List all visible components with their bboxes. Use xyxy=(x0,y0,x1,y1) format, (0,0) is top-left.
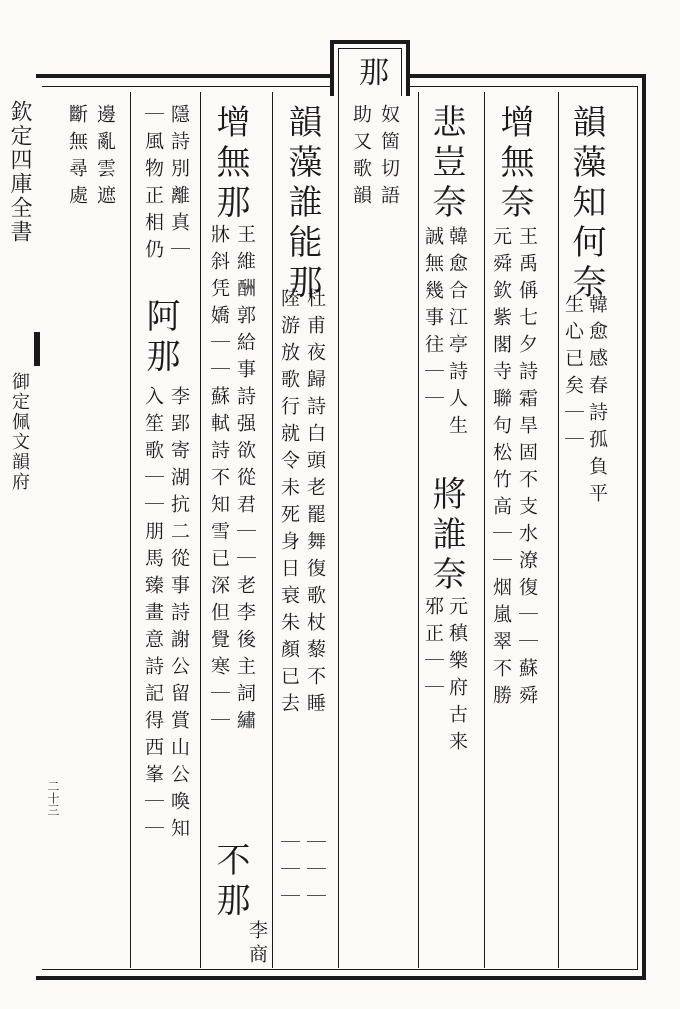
entry-term: 增無奈 xyxy=(494,104,534,224)
entry-note: ｜風物正相仍 xyxy=(142,104,164,266)
rhyme-head-character: 那 xyxy=(353,56,388,89)
entry-note: 入笙歌｜｜朋馬臻畫意詩記得西峯｜｜ xyxy=(142,386,164,845)
page-border-inner xyxy=(42,86,638,970)
column-divider xyxy=(272,92,273,968)
entry-term: 韻藻知何奈 xyxy=(566,104,606,304)
entry-note: 杜甫夜歸詩白頭老罷舞復歌杖藜不睡 xyxy=(304,288,326,720)
column-divider xyxy=(484,92,485,968)
entry-note: 邊亂雲遮 xyxy=(94,104,116,212)
entry-note: 誠無幾事往｜｜ xyxy=(422,226,444,415)
rhyme-gloss: 奴箇切語 xyxy=(378,104,400,212)
entry-term: 悲豈奈 xyxy=(426,104,466,224)
column-divider xyxy=(418,92,419,968)
entry-note: 隱詩別離真｜ xyxy=(168,104,190,266)
entry-note: 李 xyxy=(246,920,268,947)
entry-note: 李郢寄湖抗二從事詩謝公留賞山公喚知 xyxy=(168,386,190,845)
entry-term: 將誰奈 xyxy=(426,476,466,596)
entry-term: 不那 xyxy=(210,842,250,922)
entry-term: 阿那 xyxy=(140,298,180,378)
entry-term: 增無那 xyxy=(210,104,250,224)
entry-note: ｜｜｜ xyxy=(278,832,300,913)
entry-note: 斷無尋處 xyxy=(66,104,88,212)
entry-note: 牀斜凭嬌｜｜蘇軾詩不知雪已深但覺寒｜｜ xyxy=(208,224,230,737)
entry-note: 韓愈感春詩孤負平 xyxy=(586,294,608,510)
entry-note: 陸游放歌行就令未死身日衰朱顏已去 xyxy=(278,288,300,720)
entry-note: ｜｜｜ xyxy=(304,832,326,913)
entry-note: 元稹樂府古来 xyxy=(446,596,468,758)
entry-term: 韻藻誰能那 xyxy=(282,104,322,304)
entry-note: 商 xyxy=(246,944,268,971)
entry-note: 王禹偁七夕詩霜旱固不支水潦復｜｜蘇舜 xyxy=(516,226,538,712)
column-divider xyxy=(200,92,201,968)
margin-title: 欽定四庫全書 xyxy=(7,100,32,244)
entry-note: 韓愈合江亭詩人生 xyxy=(446,226,468,442)
rhyme-gloss: 助又歌韻 xyxy=(350,104,372,212)
column-divider xyxy=(130,92,131,968)
entry-note: 王維酬郭給事詩强欲從君｜｜老李後主詞繡 xyxy=(234,224,256,737)
entry-note: 生心已矣｜｜ xyxy=(562,294,584,456)
entry-note: 邪正｜｜ xyxy=(422,596,444,704)
column-divider xyxy=(338,92,339,968)
fishtail-mark xyxy=(34,332,40,366)
entry-note: 元舜欽紫閣寺聯句松竹高｜｜烟嵐翠不勝 xyxy=(490,226,512,712)
margin-book-title: 御定佩文韻府 xyxy=(9,372,30,492)
column-divider xyxy=(558,92,559,968)
page-number: 二十三 xyxy=(46,780,60,816)
